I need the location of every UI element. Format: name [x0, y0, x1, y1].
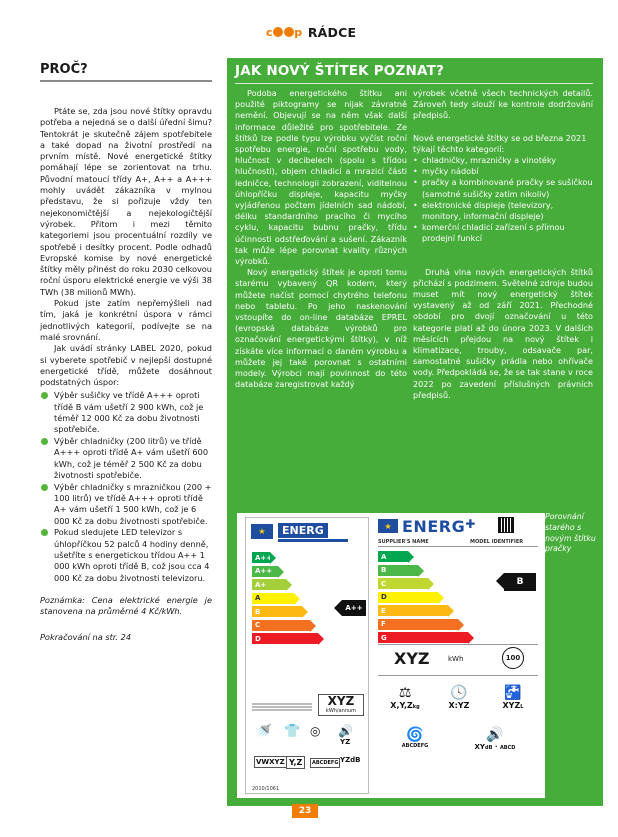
- savings-list: [40, 390, 212, 584]
- spin-group: 🌀 ABCDEFG: [380, 727, 450, 749]
- categories-list: [413, 155, 593, 245]
- label-title: ENERG✚: [402, 517, 476, 536]
- left-column: [40, 62, 212, 643]
- speaker-icon: 🔊: [486, 727, 504, 743]
- cycle-count-icon: 100: [502, 647, 524, 669]
- coop-logo: c p: [266, 25, 302, 39]
- label-title: ENERG: [278, 523, 328, 538]
- water-group: 🚰 XYZL: [488, 685, 538, 710]
- selected-class-arrow: B: [504, 573, 536, 591]
- label-comparison: [237, 513, 545, 798]
- page-header: [266, 22, 356, 42]
- green-heading: JAK NOVÝ ŠTÍTEK POZNAT?: [235, 63, 445, 79]
- energy-class-bar: A++: [252, 566, 278, 577]
- old-icons-row-2: [252, 756, 364, 778]
- water-tap-icon: 🚰: [504, 685, 522, 701]
- duration-group: 🕓 X:YZ: [434, 685, 484, 710]
- image-caption: Porovnání starého s novým štítku pračky: [545, 512, 596, 554]
- list-item: • myčky nádobí: [413, 166, 593, 177]
- water-tap-icon: 🚿: [256, 724, 273, 739]
- paragraph-categories-intro: Nové energetické štítky se od března 2021 týkají těchto kategorií:: [413, 132, 587, 154]
- list-item: Výběr chladničky (200 litrů) ve třídě A+++ oproti třídě A+ vám ušetří 600 kWh, což je téměř 2 500 Kč za dobu životnosti spotřebiče.: [40, 436, 212, 481]
- green-column-1: [235, 88, 407, 390]
- paragraph-label2020: Jak uvádí stránky LABEL 2020, pokud si vyberete spotřebič v nejlepší dostupné energetické třídě, můžete dosáhnout podstatných úspor:: [40, 343, 212, 388]
- label-title-underline: [278, 539, 348, 542]
- kwh-box: [318, 694, 364, 716]
- continued-link[interactable]: Pokračování na str. 24: [40, 631, 132, 642]
- paragraph-why: Ptáte se, zda jsou nové štítky opravdu potřeba a nejedná se o další úřední šimu? Tentokrát je skutečně zájem spotřebitele a také dopad na životní prostředí na prvním místě. Nové energetické štítky pomáhají lépe se zorientovat na trhu. Původní matoucí třídy A+, A++ a A+++ mohly uvádět zákazníka v mylnou představu, že si pořizuje vždy ten nejekonomičtější a nejekologičtější výrobek. Přitom i mezi těmito kategoriemi jsou procentuální rozdíly ve spotřebě i desítky procent. Podle odhadů Evropské komise by nové energetické štítky měly přinést do roku 2030 celkovou roční úsporu elektrické energie ve výši 38 TWh (38 milionů MWh).: [40, 106, 212, 297]
- capacity-value: Y,Z: [286, 756, 305, 769]
- water-value: VWXYZ: [256, 758, 285, 766]
- energy-class-bar: E: [378, 605, 448, 616]
- energy-class-bar: C: [252, 620, 310, 631]
- energy-class-bar: A+++: [252, 552, 270, 563]
- left-heading: PROČ?: [40, 62, 212, 82]
- energy-class-bar: F: [378, 619, 458, 630]
- capacity-group: ⚖ X,Y,Zkg: [380, 685, 430, 710]
- green-dot-icon: [41, 392, 48, 399]
- supplier-name: SUPPLIER'S NAME: [378, 539, 429, 545]
- spin-icon: ◎: [310, 724, 321, 738]
- spin-icon: 🌀: [406, 727, 424, 743]
- list-item: • komerční chladicí zařízení s přímou prodejní funkcí: [413, 222, 593, 244]
- old-icons-row-1: [252, 724, 364, 750]
- regulation-code: 2010/1061: [252, 786, 280, 792]
- paragraph-second-wave: Druhá vlna nových energetických štítků přichází s podzimem. Světelné zdroje budou muset mít nový energetický štítek vystavený až od září 2021. Přechodné období pro dvojí označování u této kategorie platí až do února 2023. V dalších měsících přejdou na nový štítek i klimatizace, trouby, odsavače par, samostatné sušičky prádla nebo ohřívače vody. Předpokládá se, že se tak stane v roce 2022 po zavedení příslušných právních předpisů.: [413, 266, 593, 400]
- energy-class-bar: G: [378, 632, 468, 643]
- kwh-divider: [378, 644, 538, 645]
- kwh-value: XYZ: [394, 649, 430, 668]
- eu-flag-icon: ★: [251, 524, 273, 539]
- energy-class-bar: D: [378, 592, 438, 603]
- selected-class-arrow: A++: [342, 600, 366, 616]
- spin-class-value: ABCDEFG: [312, 760, 339, 766]
- noise-group: 🔊 XYdB · ABCD: [460, 727, 530, 751]
- section-title: RÁDCE: [307, 24, 357, 40]
- paragraph-qr: Nový energetický štítek je oproti tomu starému vybavený QR kodem, který můžete načíst pomocí chytrého telefonu nebo tabletu. Po jeho naskenování vstoupíte do on-line databáze EPREL (evropská databáze výrobků pro označování energetickými štítky), v níž získáte více informací o daném výrobku a můžete jej také porovnat s ostatními modely. Výrobci mají povinnost do této databáze zaregistrovat každý: [235, 267, 407, 390]
- list-item: • pračky a kombinované pračky se sušičkou (samotné sušičky zatím nikoliv): [413, 177, 593, 199]
- icons-divider: [378, 675, 538, 676]
- price-note: Poznámka: Cena elektrické energie je stanovena na průměrné 4 Kč/kWh.: [40, 594, 212, 617]
- old-energy-label: [245, 517, 369, 794]
- list-item: • elektronické displeje (televizory, monitory, informační displeje): [413, 200, 593, 222]
- list-item: • chladničky, mrazničky a vinotéky: [413, 155, 593, 166]
- energy-class-bar: A: [252, 593, 294, 604]
- weight-icon: ⚖: [398, 685, 412, 701]
- eu-flag-icon: ★: [378, 519, 398, 533]
- kwh-value: XYZ: [327, 694, 355, 708]
- paragraph-savings-intro: Pokud jste zatím nepřemýšleli nad tím, jaká je konkrétní úspora v rámci jednotlivých kategorií, podívejte se na malé srovnání.: [40, 298, 212, 342]
- speaker-icon: 🔊: [338, 724, 353, 738]
- list-item: Pokud sledujete LED televizor s úhlopříčkou 52 palců 4 hodiny denně, ušetříte s energetickou třídou A++ 1 000 kWh oproti třídě B, což jsou cca 4 000 Kč za dobu životnosti televizoru.: [40, 527, 212, 583]
- yz-db-value-2: YZdB: [340, 756, 361, 764]
- paragraph-registration: výrobek včetně všech technických detailů. Zároveň tedy slouží ke kontrole dodržování předpisů.: [413, 88, 593, 121]
- energy-class-bar: B: [252, 606, 302, 617]
- energy-class-bar: C: [378, 578, 428, 589]
- green-dot-icon: [41, 529, 48, 536]
- model-identifier: MODEL IDENTIFIER: [470, 539, 524, 545]
- energy-class-bar: A+: [252, 579, 286, 590]
- header-divider: [378, 546, 538, 547]
- list-item: Výběr sušičky ve třídě A+++ oproti třídě B vám ušetří 2 900 kWh, což je téměř 12 000 Kč za dobu životnosti spotřebiče.: [40, 390, 212, 435]
- yz-db-value: YZ: [340, 738, 351, 746]
- shirt-icon: 👕: [284, 724, 301, 739]
- label-fine-print: [252, 702, 312, 712]
- green-column-2: [413, 88, 593, 401]
- clock-icon: 🕓: [450, 685, 468, 701]
- heading-divider: [235, 83, 593, 84]
- paragraph-label-info: Podoba energetického štítku ani použité piktogramy se nijak závratně nemění. Objevují se na něm však další informace důležité pro spotřebitele. Ze štítků lze podle typu výrobku vyčíst roční spotřebu energie, roční spotřebu vody, hlučnost v decibelech (spolu s třídou hlučnosti), objem chladicí a mrazicí části ledničce, technologii zobrazení, viditelnou úhlopříčku displeje, kapacitu myčky vyjádřenou počtem jídelních sad nádobí, délku standardního pracího či mycího cyklu, kapacitu bubnu pračky, třídu účinnosti odstřeďování a sušení. Zákazník tak může lépe porovnat kvality různých výrobků.: [235, 88, 407, 267]
- green-dot-icon: [41, 484, 48, 491]
- new-label-icons: [376, 679, 543, 795]
- page-number: 23: [292, 804, 318, 818]
- list-item: Výběr chladničky s mrazničkou (200 + 100 litrů) ve třídě A+++ oproti třídě A+ vám ušetří 1 500 kWh, což je 6 000 Kč za dobu životnosti spotřebiče.: [40, 482, 212, 527]
- kwh-unit: kWh/annum: [325, 708, 357, 714]
- green-dot-icon: [41, 438, 48, 445]
- energy-class-bar: D: [252, 633, 318, 644]
- energy-class-bar: A: [378, 551, 408, 562]
- energy-class-bar: B: [378, 565, 418, 576]
- kwh-unit: kWh: [448, 655, 464, 663]
- qr-code-icon: [498, 517, 514, 533]
